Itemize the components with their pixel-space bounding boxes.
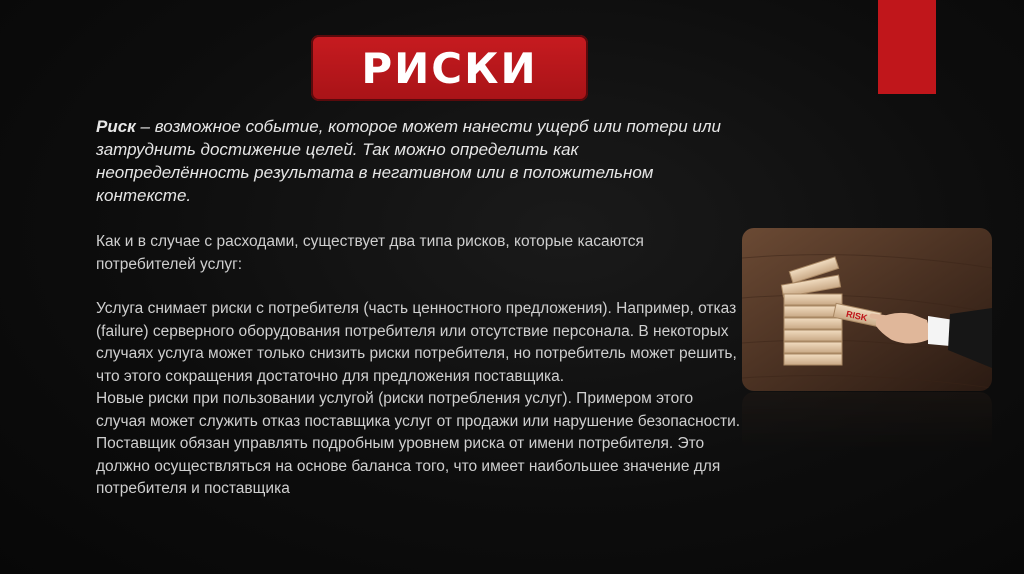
- paragraph-gap: [96, 276, 744, 298]
- paragraph-new-risks: Новые риски при пользовании услугой (риски потребления услуг). Примером этого случая может служить отказ поставщика услуг от продажи или нарушение безопасности.: [96, 390, 741, 430]
- paragraph-intro: Как и в случае с расходами, существует два типа рисков, которые касаются потребителей услуг:: [96, 233, 644, 273]
- risk-block-label: RISK: [845, 308, 869, 324]
- slide-title: РИСКИ: [361, 43, 538, 93]
- definition-text: – возможное событие, которое может нанести ущерб или потери или затруднить достижение целей. Так можно определить как неопределённость результата в негативном или в положительном контексте.: [96, 117, 721, 205]
- body-text: [96, 231, 744, 501]
- title-banner: [311, 35, 588, 101]
- paragraph-provider-duty: Поставщик обязан управлять подробным уровнем риска от имени потребителя. Это должно осуществляться на основе баланса того, что имеет наибольшее значение для потребителя и поставщика: [96, 435, 721, 497]
- risk-definition: [96, 115, 736, 207]
- accent-bar: [878, 0, 936, 94]
- jenga-hand-illustration: [742, 228, 992, 391]
- photo-reflection: [742, 392, 992, 452]
- reflection-illustration: [742, 392, 992, 452]
- jenga-risk-photo: [742, 228, 992, 391]
- definition-term: Риск: [96, 117, 136, 136]
- paragraph-risk-removed: Услуга снимает риски с потребителя (часть ценностного предложения). Например, отказ (failure) серверного оборудования потребителя или отсутствие персонала. В некоторых случаях услуга может только снизить риски потребителя, но потребитель может решить, что этого сокращения достаточно для предложения поставщика.: [96, 300, 737, 385]
